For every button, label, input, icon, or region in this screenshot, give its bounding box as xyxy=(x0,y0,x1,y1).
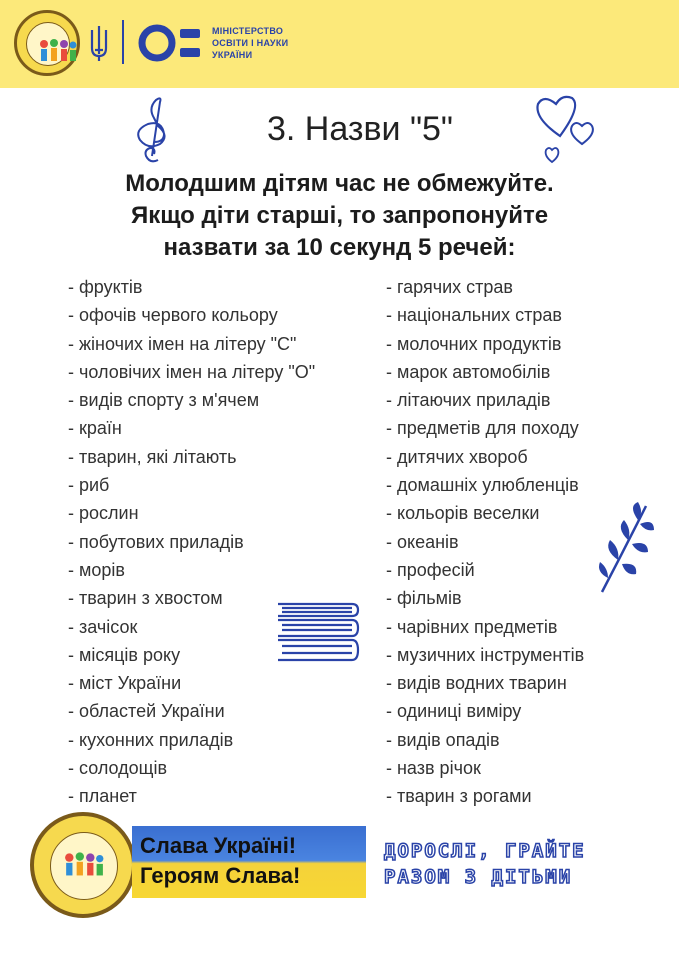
list-item: - фільмів xyxy=(386,588,462,609)
instructions-line-1: Молодшим дітям час не обмежуйте. xyxy=(125,170,554,197)
list-item: - гарячих страв xyxy=(386,277,513,297)
organization-logo-footer xyxy=(30,812,136,918)
right-category-list xyxy=(386,274,584,812)
instructions-line-2: Якщо діти старші, то запропонуйте xyxy=(130,202,549,229)
list-item: - країн xyxy=(68,418,122,439)
list-item: - національних страв xyxy=(386,305,562,326)
list-item: - жіночих імен на літеру "С" xyxy=(68,333,297,354)
call-to-action xyxy=(384,838,586,890)
children-icon xyxy=(63,851,105,881)
list-item: - назв річок xyxy=(386,758,481,779)
ministry-line-1: МІНІСТЕРСТВО xyxy=(212,26,284,36)
hearts-icon xyxy=(528,92,598,170)
ministry-line-3: УКРАЇНИ xyxy=(212,50,253,60)
cta-line-2: РАЗОМ З ДІТЬМИ xyxy=(384,866,573,888)
slogan xyxy=(140,831,300,891)
ministry-line-2: ОСВІТИ І НАУКИ xyxy=(212,38,289,48)
organization-logo xyxy=(14,10,80,76)
list-item: - дитячих хвороб xyxy=(386,446,528,467)
list-item: - музичних інструментів xyxy=(386,644,585,665)
slogan-line-2: Героям Слава! xyxy=(140,863,301,888)
list-item: - місяців року xyxy=(68,644,181,665)
instructions-line-3: назвати за 10 секунд 5 речей: xyxy=(163,234,516,261)
slogan-line-1: Слава Україні! xyxy=(140,833,297,858)
list-item: - кухонних приладів xyxy=(68,729,234,750)
list-item: - тварин з хвостом xyxy=(68,588,223,609)
cta-line-1: ДОРОСЛІ, ГРАЙТЕ xyxy=(384,840,586,862)
list-item: - чоловічих імен на літеру "О" xyxy=(68,361,316,382)
list-item: - видів водних тварин xyxy=(386,673,567,694)
list-item: - професій xyxy=(386,559,475,580)
list-item: - кольорів веселки xyxy=(386,503,540,524)
list-item: - риб xyxy=(68,475,110,496)
list-item: - міст України xyxy=(68,673,182,694)
list-item: - офочів червого кольору xyxy=(68,305,278,326)
list-item: - тварин, які літають xyxy=(68,446,237,467)
list-item: - фруктів xyxy=(68,277,143,297)
list-item: - побутових приладів xyxy=(68,531,244,552)
list-item: - рослин xyxy=(68,503,139,524)
list-item: - планет xyxy=(68,786,137,807)
leaf-branch-icon xyxy=(594,500,656,596)
list-item: - домашніх улюбленців xyxy=(386,475,579,496)
header-bar xyxy=(0,0,679,88)
list-item: - чарівних предметів xyxy=(386,616,558,637)
list-item: - морів xyxy=(68,559,125,580)
list-item: - молочних продуктів xyxy=(386,333,562,354)
list-item: - предметів для походу xyxy=(386,418,579,439)
list-item: - областей України xyxy=(68,701,225,722)
list-item: - зачісок xyxy=(68,616,138,637)
list-item: - тварин з рогами xyxy=(386,786,532,807)
list-item: - одиниці виміру xyxy=(386,701,522,722)
list-item: - марок автомобілів xyxy=(386,361,551,382)
list-item: - видів опадів xyxy=(386,729,500,750)
ministry-logo xyxy=(138,22,202,64)
instructions xyxy=(0,168,679,264)
list-item: - океанів xyxy=(386,531,459,552)
trident-icon xyxy=(88,24,110,62)
children-icon xyxy=(38,38,78,66)
list-item: - солодощів xyxy=(68,758,168,779)
header-separator xyxy=(122,20,124,64)
list-item: - видів спорту з м'ячем xyxy=(68,390,260,411)
ministry-name xyxy=(212,25,288,61)
left-category-list xyxy=(68,274,315,812)
page-title: 3. Назви "5" xyxy=(266,110,454,148)
list-item: - літаючих приладів xyxy=(386,390,551,411)
books-icon xyxy=(272,598,362,670)
